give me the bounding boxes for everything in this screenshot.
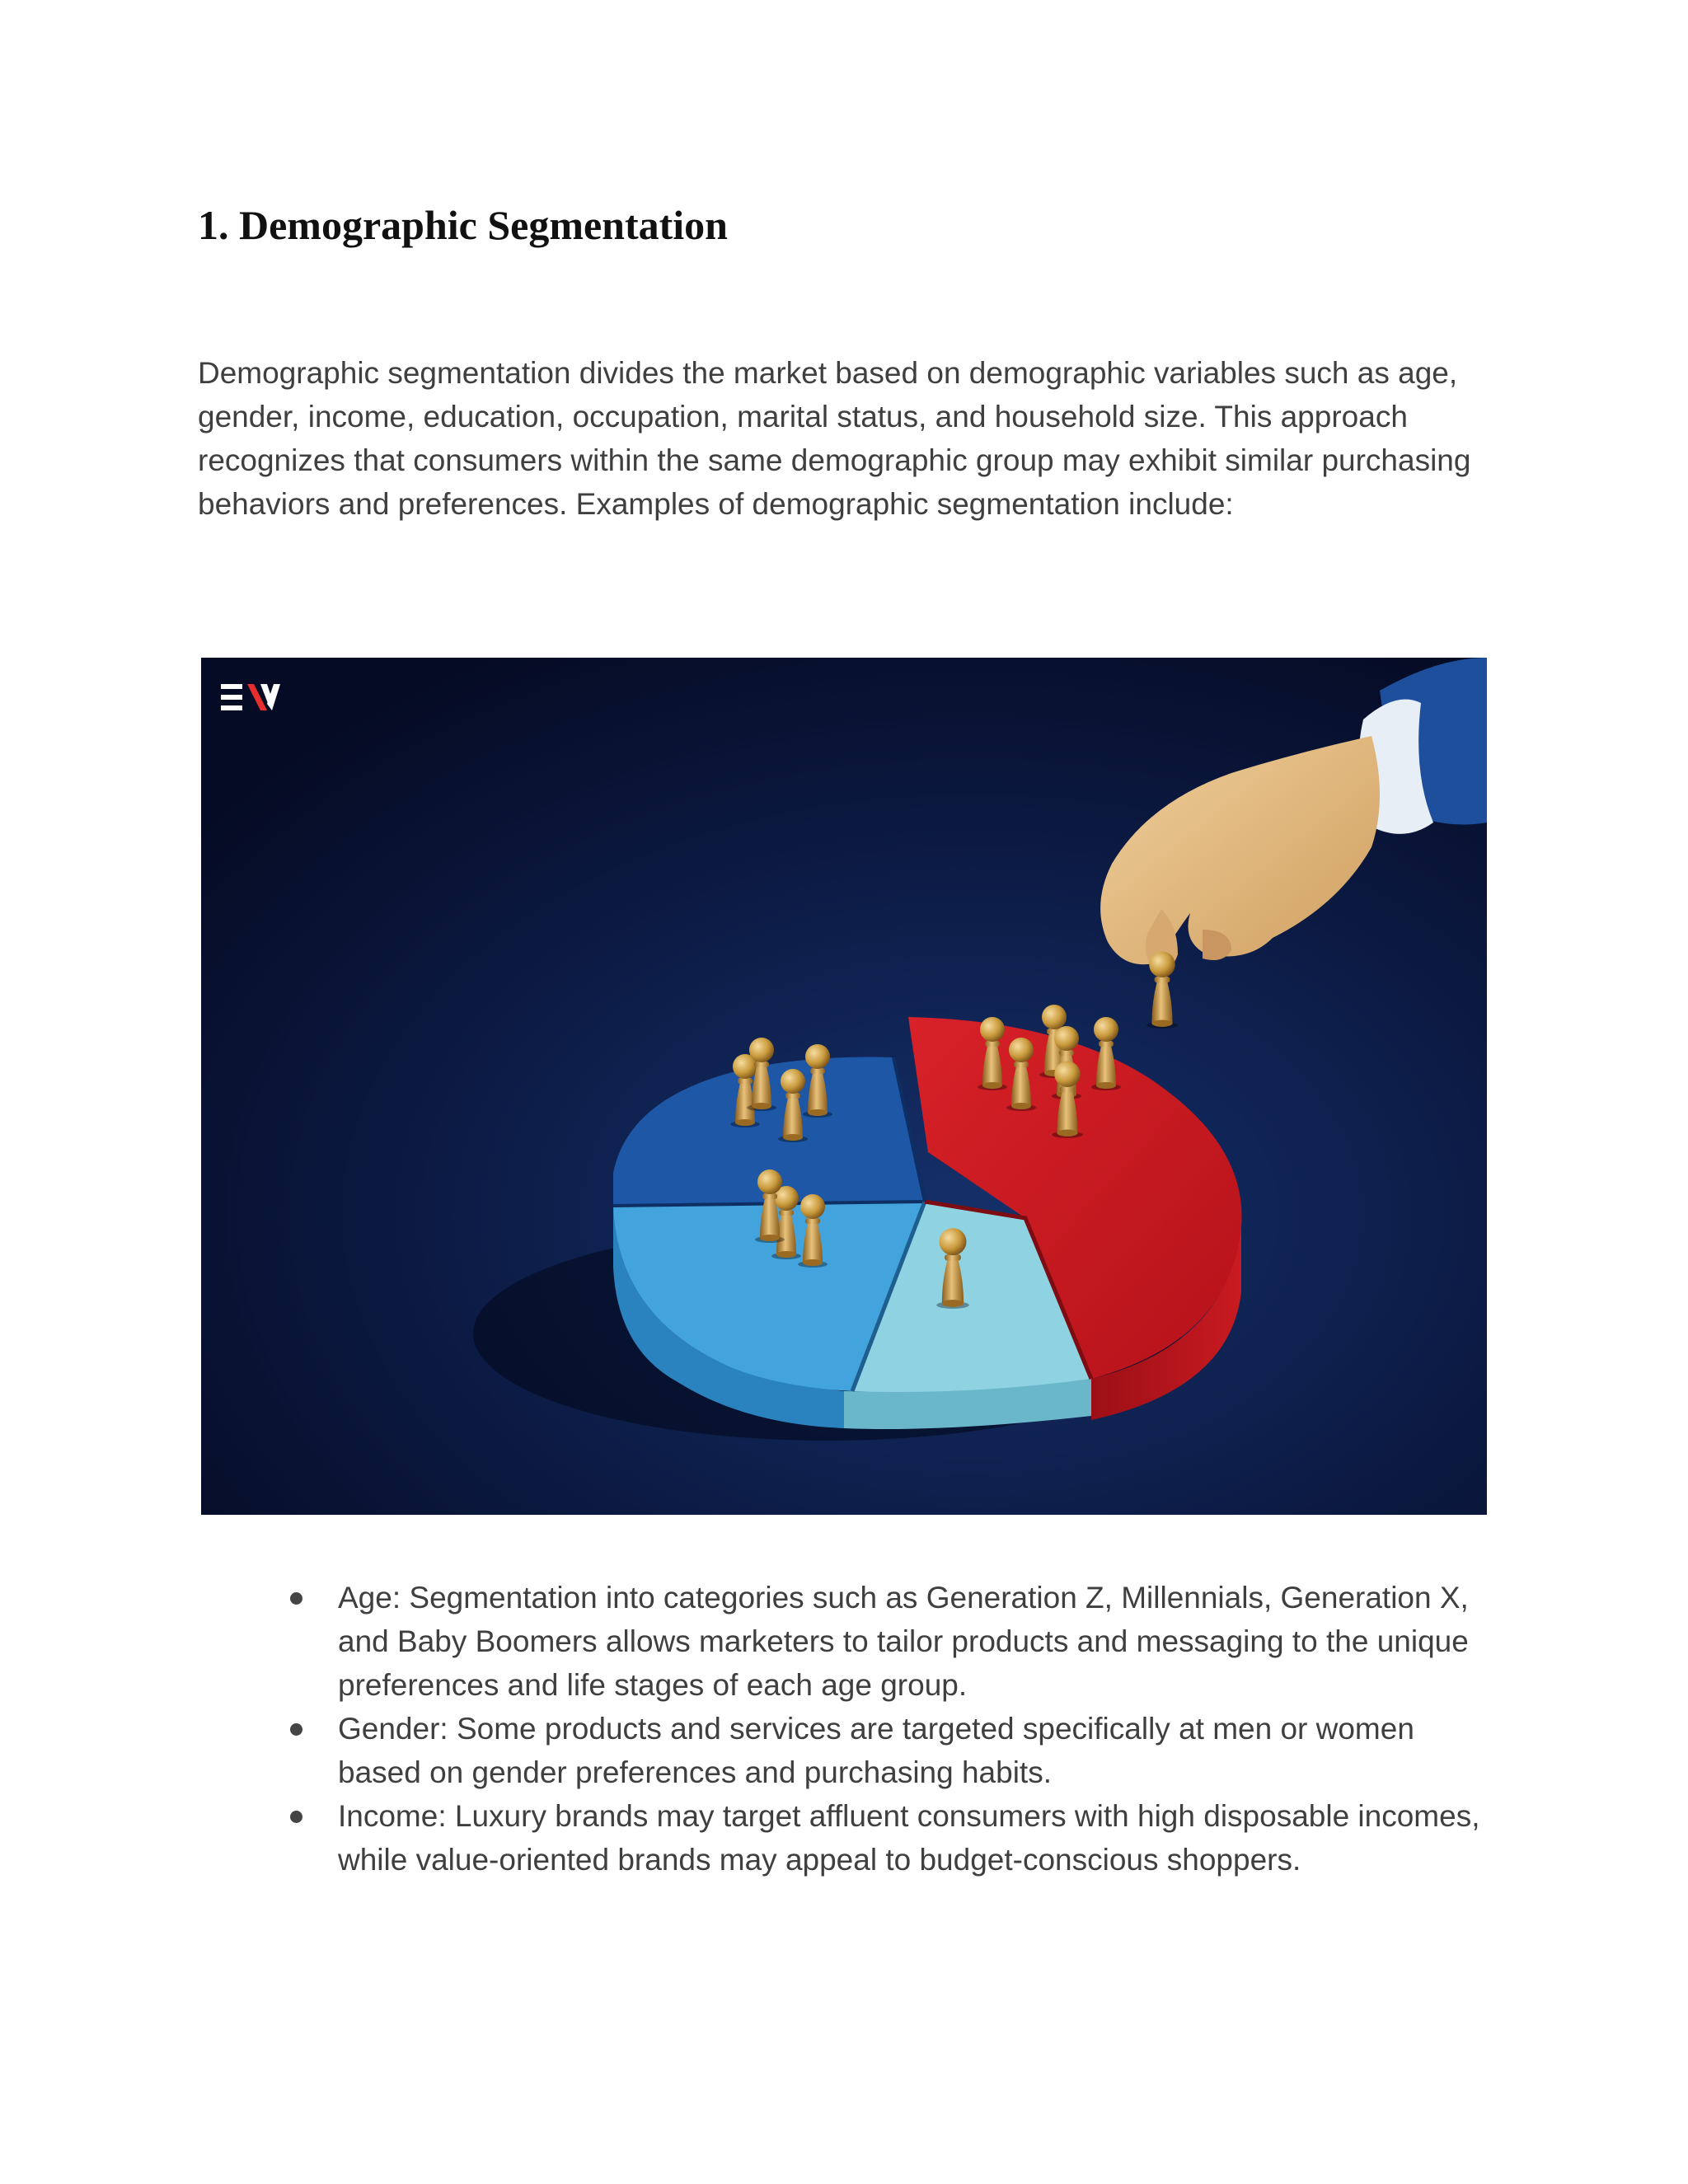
segmentation-illustration: [201, 658, 1487, 1515]
section-heading: 1. Demographic Segmentation: [198, 202, 728, 248]
list-item-text: Income: Luxury brands may target affluent consumers with high disposable incomes, while value-oriented brands may appeal to budget-conscious shoppers.: [338, 1799, 1480, 1877]
list-item: [198, 1794, 1500, 1882]
bullet-icon: [290, 1723, 302, 1736]
examples-list: [198, 1576, 1500, 1882]
list-item-text: Gender: Some products and services are targeted specifically at men or women based on gender preferences and purchasing habits.: [338, 1712, 1414, 1789]
list-item-text: Age: Segmentation into categories such as Generation Z, Millennials, Generation X, and Baby Boomers allows marketers to tailor products and messaging to the unique preferences and life stages of each age group.: [338, 1581, 1469, 1702]
bullet-icon: [290, 1811, 302, 1823]
bullet-icon: [290, 1592, 302, 1605]
list-item: [198, 1707, 1500, 1794]
illustration-svg: [201, 658, 1487, 1515]
intro-paragraph: Demographic segmentation divides the market based on demographic variables such as age, gender, income, education, occupation, marital status, and household size. This approach recognizes that consumers within the same demographic group may exhibit similar purchasing behaviors and preferences. Examples of demographic segmentation include:: [198, 356, 1471, 521]
list-item: [198, 1576, 1500, 1707]
